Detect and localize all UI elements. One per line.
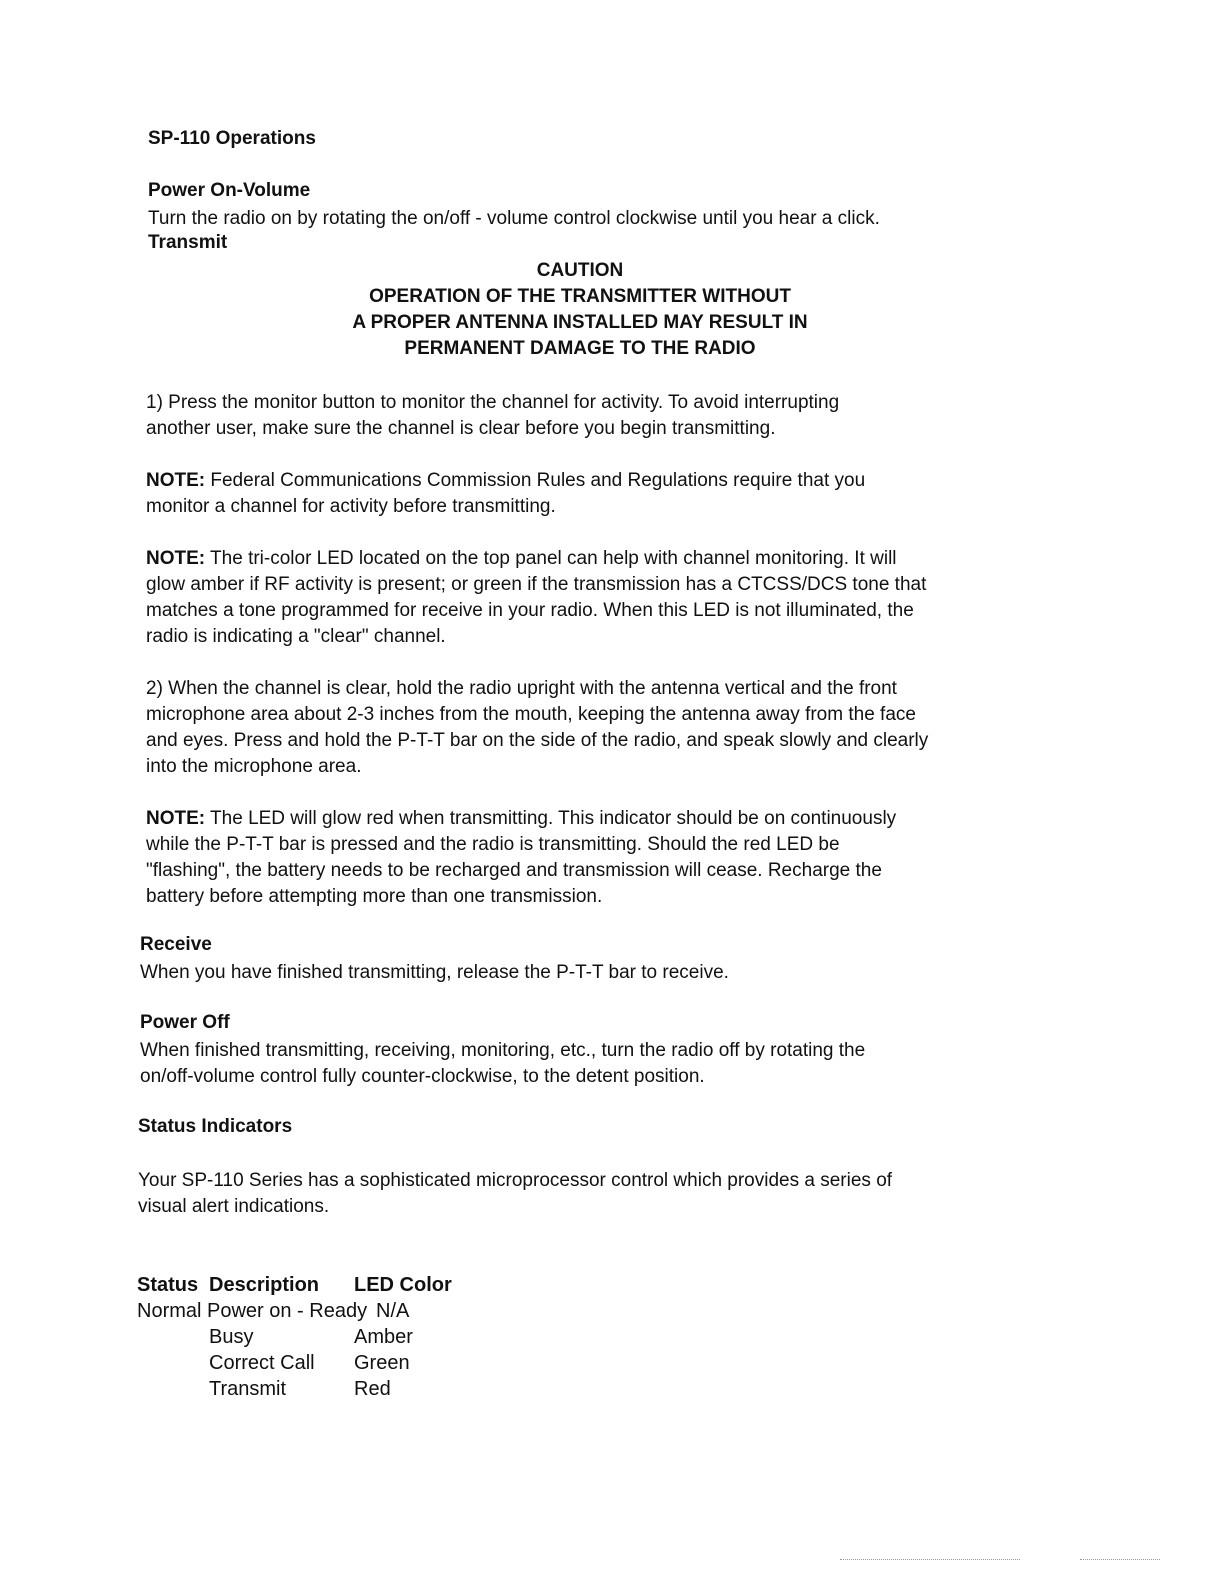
status-indicators-paragraph [138, 1168, 1018, 1220]
cell-led-color: Amber [354, 1326, 413, 1348]
status-table [137, 1272, 477, 1402]
table-row [137, 1350, 477, 1376]
power-off-line: When finished transmitting, receiving, monitoring, etc., turn the radio off by rotating the [140, 1040, 866, 1061]
status-indicators-line: Your SP-110 Series has a sophisticated microprocessor control which provides a series of [138, 1170, 893, 1191]
power-on-text: Turn the radio on by rotating the on/off - volume control clockwise until you hear a click. [148, 208, 880, 229]
note-3-paragraph [146, 806, 1026, 910]
note-3-line: The LED will glow red when transmitting. This indicator should be on continuously [205, 808, 897, 829]
cell-description: Busy [209, 1326, 254, 1348]
note-3-line: battery before attempting more than one transmission. [146, 886, 603, 907]
status-table-header [137, 1272, 477, 1298]
step-2-line: into the microphone area. [146, 756, 362, 777]
note-label: NOTE: [146, 470, 206, 491]
cell-status: Normal [137, 1300, 202, 1322]
caution-block [280, 258, 880, 362]
scan-artifact [1080, 1559, 1160, 1562]
caution-line-1: OPERATION OF THE TRANSMITTER WITHOUT [369, 286, 791, 307]
receive-heading: Receive [140, 934, 212, 955]
note-2-line: glow amber if RF activity is present; or green if the transmission has a CTCSS/DCS tone that [146, 574, 927, 595]
header-led-color: LED Color [354, 1274, 452, 1296]
note-1-paragraph [146, 468, 1026, 520]
note-3-line: "flashing", the battery needs to be recharged and transmission will cease. Recharge the [146, 860, 882, 881]
power-on-heading: Power On-Volume [148, 180, 311, 201]
table-row [137, 1376, 477, 1402]
table-row [137, 1298, 477, 1324]
note-label: NOTE: [146, 548, 206, 569]
power-off-paragraph [140, 1038, 1020, 1090]
receive-text: When you have finished transmitting, release the P-T-T bar to receive. [140, 962, 729, 983]
power-off-line: on/off-volume control fully counter-clockwise, to the detent position. [140, 1066, 705, 1087]
cell-led-color: N/A [376, 1300, 410, 1322]
header-description: Description [209, 1274, 320, 1296]
caution-line-2: A PROPER ANTENNA INSTALLED MAY RESULT IN [352, 312, 808, 333]
cell-description: Power on - Ready [207, 1300, 368, 1322]
note-2-line: The tri-color LED located on the top panel can help with channel monitoring. It will [205, 548, 897, 569]
note-2-line: matches a tone programmed for receive in your radio. When this LED is not illuminated, the [146, 600, 914, 621]
step-2-line: and eyes. Press and hold the P-T-T bar on the side of the radio, and speak slowly and clearly [146, 730, 929, 751]
power-off-heading: Power Off [140, 1012, 230, 1033]
cell-led-color: Green [354, 1352, 410, 1374]
note-1-line: Federal Communications Commission Rules and Regulations require that you [205, 470, 866, 491]
cell-led-color: Red [354, 1378, 391, 1400]
step-1-paragraph [146, 390, 1026, 442]
note-label: NOTE: [146, 808, 206, 829]
step-1-line: 1) Press the monitor button to monitor the channel for activity. To avoid interrupting [146, 392, 840, 413]
step-2-paragraph [146, 676, 1026, 780]
page-title: SP-110 Operations [148, 128, 316, 149]
status-indicators-line: visual alert indications. [138, 1196, 330, 1217]
caution-line-3: PERMANENT DAMAGE TO THE RADIO [404, 338, 756, 359]
note-2-line: radio is indicating a "clear" channel. [146, 626, 446, 647]
table-row [137, 1324, 477, 1350]
step-1-line: another user, make sure the channel is clear before you begin transmitting. [146, 418, 776, 439]
step-2-line: 2) When the channel is clear, hold the radio upright with the antenna vertical and the front [146, 678, 897, 699]
status-indicators-heading: Status Indicators [138, 1116, 293, 1137]
header-status: Status [137, 1274, 199, 1296]
cell-description: Correct Call [209, 1352, 315, 1374]
cell-description: Transmit [209, 1378, 287, 1400]
note-3-line: while the P-T-T bar is pressed and the radio is transmitting. Should the red LED be [146, 834, 840, 855]
scan-artifact [840, 1559, 1020, 1562]
transmit-heading: Transmit [148, 232, 228, 253]
note-1-line: monitor a channel for activity before transmitting. [146, 496, 556, 517]
caution-title: CAUTION [536, 260, 624, 281]
step-2-line: microphone area about 2-3 inches from the mouth, keeping the antenna away from the face [146, 704, 916, 725]
note-2-paragraph [146, 546, 1026, 650]
